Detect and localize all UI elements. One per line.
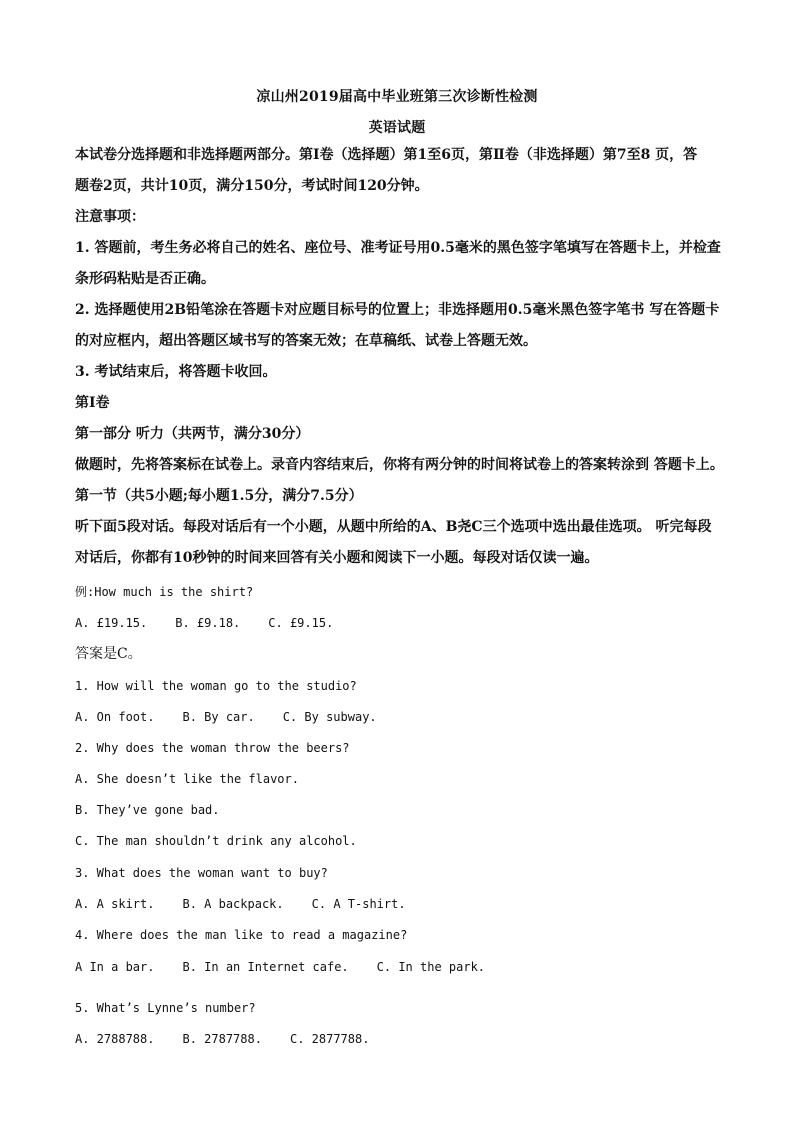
q2-option-b: B. They’ve gone bad. (75, 803, 220, 817)
example-option-a: A. £19.15. (75, 616, 148, 630)
question-1-options (75, 708, 405, 726)
note-line-3: 2. 选择题使用2B铅笔涂在答题卡对应题目标号的位置上；非选择题用0.5毫米黑色签字笔书 写在答题卡 (75, 302, 720, 318)
question-3-options (75, 895, 434, 913)
section-instruction-2: 对话后，你都有10秒钟的时间来回答有关小题和阅读下一小题。每段对话仅读一遍。 (75, 550, 599, 566)
question-1: 1. How will the woman go to the studio? (75, 679, 357, 693)
q3-option-c: C. A T-shirt. (311, 897, 406, 911)
example-question: 例:How much is the shirt? (75, 585, 254, 599)
q4-option-a: A In a bar. (75, 960, 155, 974)
intro-line-1: 本试卷分选择题和非选择题两部分。第Ⅰ卷（选择题）第1至6页，第Ⅱ卷（非选择题）第7至8 页，答 (75, 147, 698, 163)
q3-option-a: A. A skirt. (75, 897, 155, 911)
example-option-b: B. £9.18. (175, 616, 241, 630)
notes-heading: 注意事项： (75, 209, 145, 225)
q1-option-b: B. By car. (182, 710, 255, 724)
example-answer: 答案是C。 (75, 646, 142, 662)
example-option-c: C. £9.15. (268, 616, 334, 630)
part-instruction: 做题时，先将答案标在试卷上。录音内容结束后，你将有两分钟的时间将试卷上的答案转涂到 答题卡上。 (75, 457, 724, 473)
question-4: 4. Where does the man like to read a magazine? (75, 928, 408, 942)
q1-option-c: C. By subway. (282, 710, 377, 724)
exam-subtitle: 英语试题 (368, 120, 426, 136)
question-2: 2. Why does the woman throw the beers? (75, 741, 350, 755)
section-instruction-1: 听下面5段对话。每段对话后有一个小题，从题中所给的A、B尧C三个选项中选出最佳选项。 听完每段 (75, 519, 712, 535)
q5-option-b: B. 2787788. (182, 1032, 262, 1046)
note-line-2: 条形码粘贴是否正确。 (75, 271, 215, 287)
section-heading: 第一节（共5小题;每小题1.5分，满分7.5分） (75, 488, 363, 504)
example-options (75, 614, 361, 632)
note-line-4: 的对应框内，超出答题区域书写的答案无效；在草稿纸、试卷上答题无效。 (75, 333, 537, 349)
question-4-options (75, 958, 513, 976)
note-line-5: 3. 考试结束后，将答题卡收回。 (75, 364, 277, 380)
q2-option-c: C. The man shouldn’t drink any alcohol. (75, 834, 357, 848)
question-3: 3. What does the woman want to buy? (75, 866, 328, 880)
q4-option-b: B. In an Internet cafe. (182, 960, 349, 974)
volume-heading: 第Ⅰ卷 (75, 395, 110, 411)
part-heading: 第一部分 听力（共两节，满分30分） (75, 426, 310, 442)
note-line-1: 1. 答题前，考生务必将自己的姓名、座位号、准考证号用0.5毫米的黑色签字笔填写在答题卡上，并检查 (75, 240, 721, 256)
question-5: 5. What’s Lynne’s number? (75, 1001, 256, 1015)
q2-option-a: A. She doesn’t like the flavor. (75, 772, 299, 786)
question-5-options (75, 1030, 397, 1048)
q1-option-a: A. On foot. (75, 710, 155, 724)
intro-line-2: 题卷2页，共计10页，满分150分，考试时间120分钟。 (75, 178, 429, 194)
q5-option-c: C. 2877788. (289, 1032, 370, 1046)
q5-option-a: A. 2788788. (75, 1032, 155, 1046)
q3-option-b: B. A backpack. (182, 897, 284, 911)
q4-option-c: C. In the park. (376, 960, 486, 974)
exam-title: 凉山州2019届高中毕业班第三次诊断性检测 (256, 89, 538, 105)
